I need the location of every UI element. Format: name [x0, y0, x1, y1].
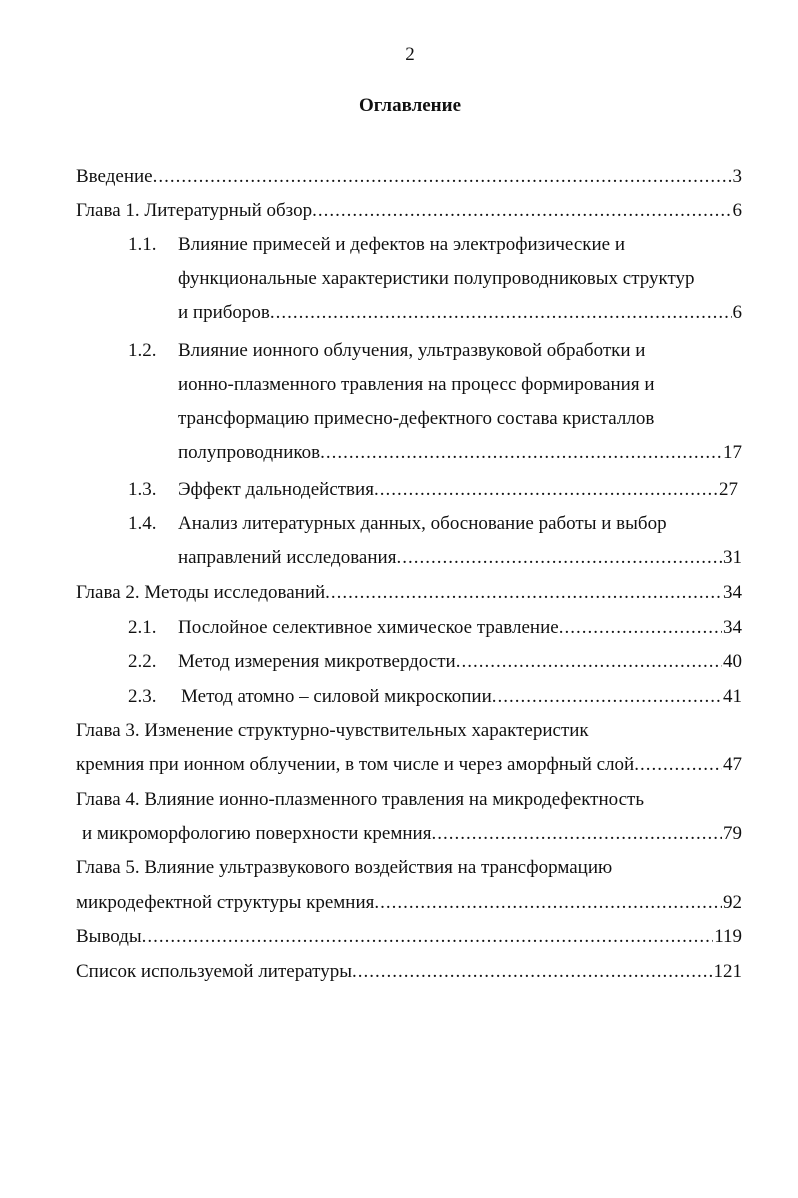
- section-title-leader: Метод измерения микротвердости ..... 40: [178, 651, 742, 673]
- chapter-title-leader: и микроморфологию поверхности кремния ..... 79: [82, 823, 742, 845]
- chapter-title-leader: микродефектной структуры кремния ..... 92: [76, 892, 742, 914]
- section-title-leader: Эффект дальнодействия ..... 27: [178, 479, 738, 501]
- toc-entry-references[interactable]: Список используемой литературы ..... 121: [76, 961, 742, 983]
- chapter-title-line: Глава 5. Влияние ультразвукового воздействия на трансформацию: [76, 857, 613, 878]
- section-number: 1.2.: [128, 340, 157, 361]
- section-number: 2.1.: [128, 617, 157, 638]
- section-number: 1.4.: [128, 513, 157, 534]
- section-number: 1.3.: [128, 479, 157, 500]
- section-title-line: ионно-плазменного травления на процесс формирования и: [178, 374, 655, 395]
- section-title-line: функциональные характеристики полупроводниковых структур: [178, 268, 695, 289]
- section-title-leader: полупроводников ..... 17: [178, 442, 742, 464]
- section-title-leader: Метод атомно – силовой микроскопии ..... 41: [181, 686, 742, 708]
- section-title-leader: Послойное селективное химическое травление ..... 34: [178, 617, 742, 639]
- section-number: 1.1.: [128, 234, 157, 255]
- section-title-line: Влияние примесей и дефектов на электрофизические и: [178, 234, 626, 255]
- toc-title: Оглавление: [358, 95, 462, 116]
- page-number: 2: [405, 44, 415, 65]
- toc-entry-chapter-1[interactable]: Глава 1. Литературный обзор ..... 6: [76, 200, 742, 222]
- chapter-title-line: Глава 3. Изменение структурно-чувствительных характеристик: [76, 720, 589, 741]
- section-title-line: Анализ литературных данных, обоснование работы и выбор: [178, 513, 667, 534]
- section-title-line: трансформацию примесно-дефектного состава кристаллов: [178, 408, 655, 429]
- section-number: 2.2.: [128, 651, 157, 672]
- section-number: 2.3.: [128, 686, 157, 707]
- toc-entry-conclusions[interactable]: Выводы ..... 119: [76, 926, 742, 948]
- chapter-title-line: Глава 4. Влияние ионно-плазменного травления на микродефектность: [76, 789, 645, 810]
- section-title-line: Влияние ионного облучения, ультразвуковой обработки и: [178, 340, 646, 361]
- chapter-title-leader: кремния при ионном облучении, в том числе и через аморфный слой ..... 47: [76, 754, 742, 776]
- toc-entry-chapter-2[interactable]: Глава 2. Методы исследований ..... 34: [76, 582, 742, 604]
- section-title-leader: и приборов ..... 6: [178, 302, 742, 324]
- toc-entry-introduction[interactable]: Введение ..... 3: [76, 166, 742, 188]
- section-title-leader: направлений исследования ..... 31: [178, 547, 742, 569]
